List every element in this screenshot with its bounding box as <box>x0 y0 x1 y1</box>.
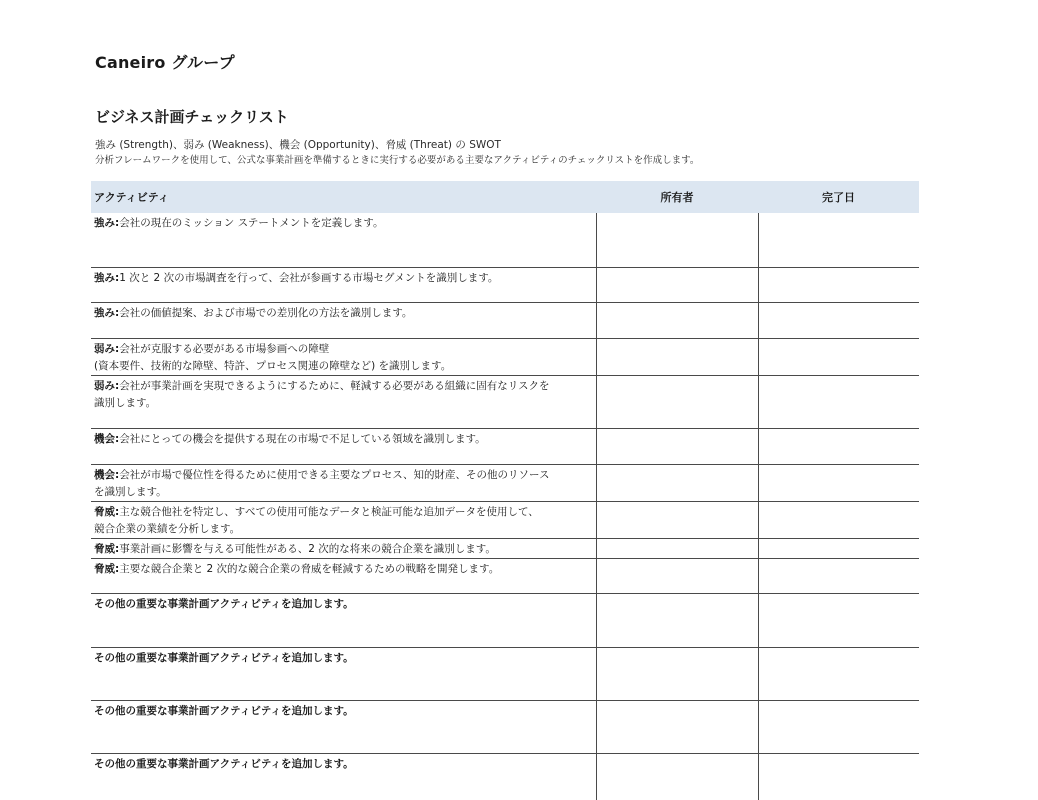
activity-cell[interactable] <box>91 647 596 700</box>
owner-cell[interactable] <box>596 375 758 428</box>
activity-text: 会社の価値提案、および市場での差別化の方法を識別します。 <box>119 306 413 319</box>
table-header-row <box>91 181 919 213</box>
table-row <box>91 647 919 700</box>
column-header-due: 完了日 <box>758 181 919 213</box>
table-row <box>91 213 919 267</box>
activity-cell[interactable] <box>91 267 596 302</box>
activity-category: 強み: <box>94 271 120 284</box>
owner-cell[interactable] <box>596 213 758 267</box>
owner-cell[interactable] <box>596 501 758 538</box>
due-date-cell[interactable] <box>758 464 919 501</box>
activity-text: その他の重要な事業計画アクティビティを追加します。 <box>94 704 354 717</box>
activity-text: 事業計画に影響を与える可能性がある、2 次的な将来の競合企業を識別します。 <box>119 542 496 555</box>
page-title: ビジネス計画チェックリスト <box>95 108 289 126</box>
activity-text-continued: 識別します。 <box>94 396 157 409</box>
activity-text-continued: (資本要件、技術的な障壁、特許、プロセス関連の障壁など) を識別します。 <box>94 359 452 372</box>
table-row <box>91 428 919 464</box>
activity-cell[interactable] <box>91 338 596 375</box>
due-date-cell[interactable] <box>758 501 919 538</box>
owner-cell[interactable] <box>596 464 758 501</box>
owner-cell[interactable] <box>596 302 758 338</box>
activity-text: 1 次と 2 次の市場調査を行って、会社が参画する市場セグメントを識別します。 <box>119 271 499 284</box>
activity-cell[interactable] <box>91 700 596 753</box>
table-row <box>91 375 919 428</box>
table-row <box>91 267 919 302</box>
table-row <box>91 558 919 593</box>
description <box>95 137 935 169</box>
due-date-cell[interactable] <box>758 647 919 700</box>
column-header-activity: アクティビティ <box>91 181 596 213</box>
due-date-cell[interactable] <box>758 593 919 647</box>
activity-text: その他の重要な事業計画アクティビティを追加します。 <box>94 651 354 664</box>
table-row <box>91 464 919 501</box>
activity-cell[interactable] <box>91 213 596 267</box>
activity-cell[interactable] <box>91 302 596 338</box>
activity-category: 脅威: <box>94 505 120 518</box>
description-line-1: 強み (Strength)、弱み (Weakness)、機会 (Opportunity)、脅威 (Threat) の SWOT <box>95 139 501 151</box>
company-name: Caneiro グループ <box>95 53 235 72</box>
due-date-cell[interactable] <box>758 213 919 267</box>
activity-cell[interactable] <box>91 593 596 647</box>
table-row <box>91 338 919 375</box>
activity-category: 機会: <box>94 432 120 445</box>
activity-cell[interactable] <box>91 501 596 538</box>
activity-cell[interactable] <box>91 753 596 800</box>
activity-text: 会社にとっての機会を提供する現在の市場で不足している領域を識別します。 <box>119 432 486 445</box>
activity-text-continued: 競合企業の業績を分析します。 <box>94 522 241 535</box>
checklist-table <box>91 181 919 800</box>
activity-text: 会社が克服する必要がある市場参画への障壁 <box>119 342 330 355</box>
activity-category: 脅威: <box>94 562 120 575</box>
activity-text: その他の重要な事業計画アクティビティを追加します。 <box>94 757 354 770</box>
table-row <box>91 501 919 538</box>
activity-category: 脅威: <box>94 542 120 555</box>
activity-cell[interactable] <box>91 558 596 593</box>
column-header-owner: 所有者 <box>596 181 758 213</box>
due-date-cell[interactable] <box>758 267 919 302</box>
activity-category: 機会: <box>94 468 120 481</box>
activity-category: 強み: <box>94 217 120 229</box>
owner-cell[interactable] <box>596 428 758 464</box>
activity-text: その他の重要な事業計画アクティビティを追加します。 <box>94 597 354 610</box>
activity-cell[interactable] <box>91 428 596 464</box>
due-date-cell[interactable] <box>758 558 919 593</box>
activity-text: 会社が市場で優位性を得るために使用できる主要なプロセス、知的財産、その他のリソース <box>119 468 550 481</box>
table-row <box>91 753 919 800</box>
activity-text: 主要な競合企業と 2 次的な競合企業の脅威を軽減するための戦略を開発します。 <box>119 562 500 575</box>
owner-cell[interactable] <box>596 700 758 753</box>
owner-cell[interactable] <box>596 338 758 375</box>
owner-cell[interactable] <box>596 538 758 558</box>
owner-cell[interactable] <box>596 558 758 593</box>
due-date-cell[interactable] <box>758 753 919 800</box>
activity-cell[interactable] <box>91 375 596 428</box>
owner-cell[interactable] <box>596 593 758 647</box>
owner-cell[interactable] <box>596 647 758 700</box>
activity-text-continued: を識別します。 <box>94 485 167 498</box>
table-row <box>91 302 919 338</box>
activity-cell[interactable] <box>91 464 596 501</box>
activity-category: 弱み: <box>94 379 120 392</box>
owner-cell[interactable] <box>596 753 758 800</box>
activity-text: 会社が事業計画を実現できるようにするために、軽減する必要がある組織に固有なリスクを <box>119 379 550 392</box>
activity-category: 弱み: <box>94 342 120 355</box>
activity-category: 強み: <box>94 306 120 319</box>
table-row <box>91 538 919 558</box>
description-line-2: 分析フレームワークを使用して、公式な事業計画を準備するときに実行する必要がある主要なアクティビティのチェックリストを作成します。 <box>95 155 700 166</box>
due-date-cell[interactable] <box>758 338 919 375</box>
due-date-cell[interactable] <box>758 302 919 338</box>
activity-text: 会社の現在のミッション ステートメントを定義します。 <box>119 217 384 229</box>
activity-cell[interactable] <box>91 538 596 558</box>
owner-cell[interactable] <box>596 267 758 302</box>
activity-text: 主な競合他社を特定し、すべての使用可能なデータと検証可能な追加データを使用して、 <box>119 505 539 518</box>
due-date-cell[interactable] <box>758 538 919 558</box>
table-row <box>91 593 919 647</box>
due-date-cell[interactable] <box>758 428 919 464</box>
table-row <box>91 700 919 753</box>
due-date-cell[interactable] <box>758 700 919 753</box>
due-date-cell[interactable] <box>758 375 919 428</box>
